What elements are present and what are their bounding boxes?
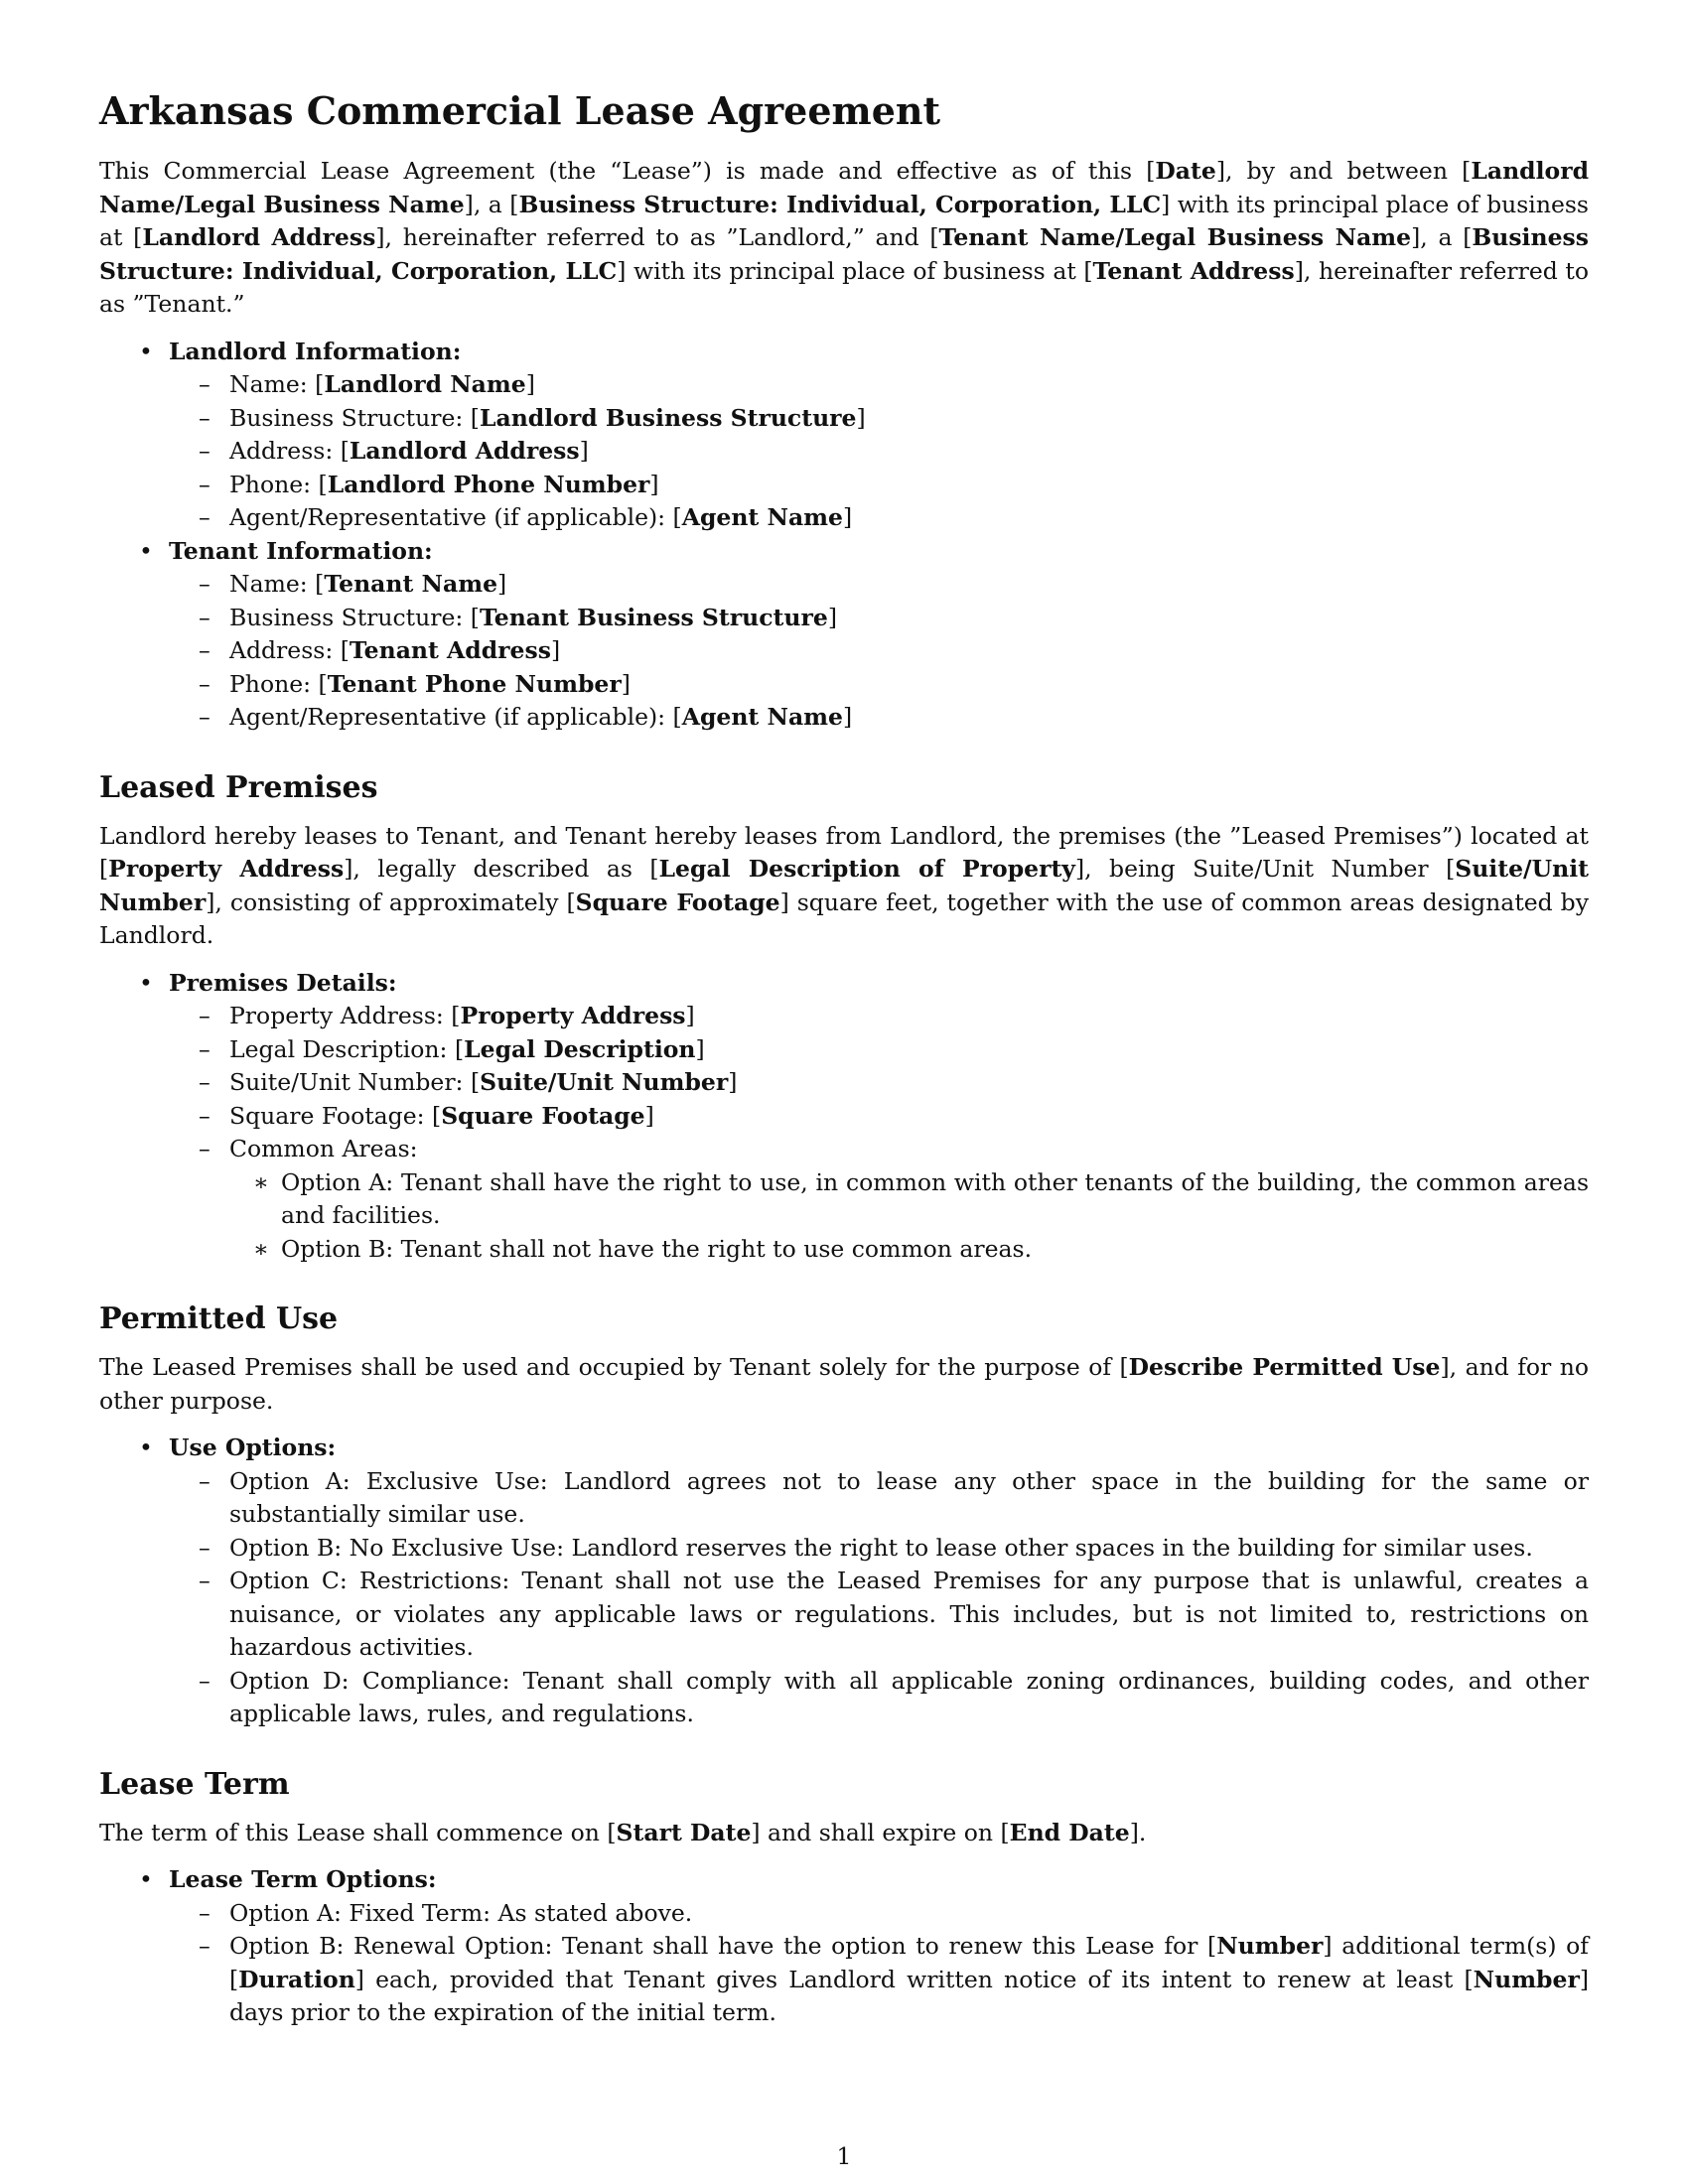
document-page	[99, 87, 1589, 2030]
placeholder-landlord-name: Landlord Name/Legal Business Name	[99, 157, 1590, 218]
bracket: ]	[827, 603, 837, 631]
field-label: Address: [	[229, 636, 350, 664]
field-label: Name: [	[229, 370, 325, 398]
field-placeholder: Tenant Business Structure	[479, 603, 828, 631]
body-text: ] additional term(s) of [	[229, 1932, 1589, 1993]
field-label: Agent/Representative (if applicable): [	[229, 503, 682, 531]
body-text: Option B: Renewal Option: Tenant shall have the option to renew this Lease for [	[229, 1932, 1217, 1960]
placeholder-permitted-use: Describe Permitted Use	[1128, 1353, 1441, 1381]
placeholder-property-address: Property Address	[108, 855, 345, 883]
landlord-name-item	[169, 368, 1589, 402]
landlord-info-item	[99, 336, 1589, 535]
field-label: Property Address: [	[229, 1002, 461, 1029]
field-label: Agent/Representative (if applicable): [	[229, 703, 682, 731]
field-placeholder: Tenant Phone Number	[327, 669, 622, 698]
body-text: The Leased Premises shall be used and occupied by Tenant solely for the purpose of [	[99, 1353, 1129, 1381]
permitted-use-paragraph	[99, 1351, 1589, 1418]
section-heading-leased-premises: Leased Premises	[99, 769, 378, 805]
party-info-list	[99, 336, 1589, 735]
square-footage-item	[169, 1100, 1589, 1134]
body-text: ], legally described as [	[344, 855, 659, 883]
use-options-sublist	[169, 1465, 1589, 1731]
field-placeholder: Landlord Address	[349, 437, 580, 465]
bracket: ]	[728, 1068, 738, 1096]
landlord-address-item	[169, 435, 1589, 469]
field-placeholder: Tenant Name	[324, 570, 498, 598]
tenant-info-item	[99, 535, 1589, 735]
intro-text: ], hereinafter referred to as ”Tenant.”	[99, 256, 1589, 318]
field-label: Address: [	[229, 437, 350, 465]
premises-details-sublist	[169, 1000, 1589, 1266]
placeholder-legal-description: Legal Description of Property	[658, 855, 1075, 883]
common-areas-item	[169, 1133, 1589, 1266]
field-placeholder: Property Address	[460, 1002, 686, 1029]
field-label: Business Structure: [	[229, 403, 480, 432]
bracket: ]	[842, 703, 853, 731]
field-placeholder: Landlord Name	[324, 370, 526, 398]
body-text: ] and shall expire on [	[751, 1818, 1010, 1846]
intro-text: ], a [	[464, 190, 519, 218]
field-label: Phone: [	[229, 669, 328, 698]
landlord-info-heading: Landlord Information:	[169, 337, 462, 365]
use-options-item	[99, 1432, 1589, 1731]
bracket: ]	[695, 1034, 705, 1063]
tenant-address-item	[169, 634, 1589, 668]
placeholder-tenant-address: Tenant Address	[1092, 256, 1295, 285]
tenant-structure-item	[169, 602, 1589, 635]
body-text: ], being Suite/Unit Number [	[1074, 855, 1456, 883]
intro-text: ], by and between [	[1215, 157, 1472, 185]
lease-term-options-item	[99, 1863, 1589, 2030]
lease-term-option-b	[169, 1930, 1589, 2030]
field-label: Square Footage: [	[229, 1101, 442, 1130]
field-label: Phone: [	[229, 470, 328, 498]
page-number: 1	[836, 2142, 852, 2170]
premises-details-item	[99, 967, 1589, 1267]
placeholder-square-footage: Square Footage	[575, 887, 780, 916]
body-text: ] days prior to the expiration of the initial term.	[229, 1965, 1589, 2026]
landlord-phone-item	[169, 469, 1589, 502]
bracket: ]	[644, 1101, 654, 1130]
premises-details-list	[99, 967, 1589, 1267]
intro-text: This Commercial Lease Agreement (the “Lease”) is made and effective as of this [	[99, 157, 1156, 185]
common-area-option-a: ∗ Option A: Tenant shall have the right to use, in common with other tenants of the building, the common areas and facilities.	[229, 1166, 1589, 1233]
body-text: The term of this Lease shall commence on [	[99, 1818, 617, 1846]
use-option-d: – Option D: Compliance: Tenant shall comply with all applicable zoning ordinances, building codes, and other applicable laws, rules, and regulations.	[169, 1665, 1589, 1731]
lease-term-paragraph	[99, 1817, 1589, 1850]
bracket: ]	[621, 669, 631, 698]
field-placeholder: Suite/Unit Number	[480, 1068, 729, 1096]
bracket: ]	[649, 470, 659, 498]
lease-term-options-heading: Lease Term Options:	[169, 1865, 437, 1893]
lease-term-options-sublist	[169, 1897, 1589, 2030]
field-placeholder: Landlord Phone Number	[327, 470, 650, 498]
bracket: ]	[579, 437, 589, 465]
use-option-c: – Option C: Restrictions: Tenant shall not use the Leased Premises for any purpose that is unlawful, creates a nuisance, or violates any applicable laws or regulations. This includes, but is not limited to, restrictions on hazardous activities.	[169, 1565, 1589, 1665]
tenant-info-sublist	[169, 568, 1589, 735]
property-address-item	[169, 1000, 1589, 1033]
intro-text: ] with its principal place of business at [	[617, 256, 1093, 285]
field-placeholder: Agent Name	[681, 503, 843, 531]
tenant-info-heading: Tenant Information:	[169, 536, 433, 565]
field-placeholder: Agent Name	[681, 703, 843, 731]
premises-details-heading: Premises Details:	[169, 968, 397, 997]
placeholder-duration: Duration	[238, 1965, 355, 1993]
body-text: ], and for no other purpose.	[99, 1353, 1589, 1415]
common-areas-label: Common Areas:	[229, 1135, 418, 1162]
body-text: ], consisting of approximately [	[206, 887, 576, 916]
common-area-option-b: ∗ Option B: Tenant shall not have the right to use common areas.	[229, 1233, 1589, 1267]
intro-text: ], hereinafter referred to as ”Landlord,” and [	[375, 223, 939, 251]
placeholder-tenant-name: Tenant Name/Legal Business Name	[938, 223, 1412, 251]
landlord-agent-item	[169, 501, 1589, 535]
placeholder-date: Date	[1155, 157, 1216, 185]
leased-premises-paragraph	[99, 820, 1589, 953]
intro-text: ], a [	[1411, 223, 1473, 251]
placeholder-landlord-structure: Business Structure: Individual, Corporation, LLC	[518, 190, 1162, 218]
bracket: ]	[685, 1002, 695, 1029]
landlord-structure-item	[169, 402, 1589, 436]
field-placeholder: Tenant Address	[349, 636, 551, 664]
intro-paragraph	[99, 155, 1589, 322]
document-title: Arkansas Commercial Lease Agreement	[99, 88, 941, 133]
field-label: Name: [	[229, 570, 325, 598]
use-options-list	[99, 1432, 1589, 1731]
bracket: ]	[497, 570, 507, 598]
field-label: Legal Description: [	[229, 1034, 465, 1063]
body-text: ] square feet, together with the use of common areas designated by Landlord.	[99, 887, 1589, 949]
placeholder-landlord-address: Landlord Address	[142, 223, 376, 251]
bracket: ]	[842, 503, 853, 531]
placeholder-number: Number	[1216, 1932, 1324, 1960]
field-label: Suite/Unit Number: [	[229, 1068, 481, 1096]
use-option-a: – Option A: Exclusive Use: Landlord agrees not to lease any other space in the building for the same or substantially similar use.	[169, 1465, 1589, 1532]
bracket: ]	[525, 370, 535, 398]
tenant-phone-item	[169, 668, 1589, 702]
lease-term-option-a: – Option A: Fixed Term: As stated above.	[169, 1897, 1589, 1931]
field-label: Business Structure: [	[229, 603, 480, 631]
body-text: Landlord hereby leases to Tenant, and Tenant hereby leases from Landlord, the premises (the ”Leased Premises”) located at [	[99, 821, 1589, 883]
body-text: ] each, provided that Tenant gives Landlord written notice of its intent to renew at least [	[354, 1965, 1474, 1993]
use-options-heading: Use Options:	[169, 1433, 337, 1461]
section-heading-permitted-use: Permitted Use	[99, 1301, 339, 1336]
placeholder-suite-unit: Suite/Unit Number	[99, 855, 1589, 916]
bracket: ]	[550, 636, 561, 664]
section-heading-lease-term: Lease Term	[99, 1766, 290, 1802]
legal-description-item	[169, 1033, 1589, 1067]
field-placeholder: Square Footage	[441, 1101, 645, 1130]
tenant-name-item	[169, 568, 1589, 602]
placeholder-end-date: End Date	[1009, 1818, 1130, 1846]
intro-text: ] with its principal place of business at [	[99, 190, 1589, 251]
field-placeholder: Legal Description	[464, 1034, 696, 1063]
placeholder-number: Number	[1473, 1965, 1580, 1993]
body-text: ].	[1129, 1818, 1147, 1846]
landlord-info-sublist	[169, 368, 1589, 535]
placeholder-start-date: Start Date	[616, 1818, 752, 1846]
use-option-b: – Option B: No Exclusive Use: Landlord reserves the right to lease other spaces in the building for similar uses.	[169, 1532, 1589, 1566]
bracket: ]	[856, 403, 866, 432]
field-placeholder: Landlord Business Structure	[479, 403, 857, 432]
lease-term-options-list	[99, 1863, 1589, 2030]
placeholder-tenant-structure: Business Structure: Individual, Corporation, LLC	[99, 223, 1589, 285]
common-areas-options	[229, 1166, 1589, 1267]
tenant-agent-item	[169, 701, 1589, 735]
suite-unit-item	[169, 1066, 1589, 1100]
